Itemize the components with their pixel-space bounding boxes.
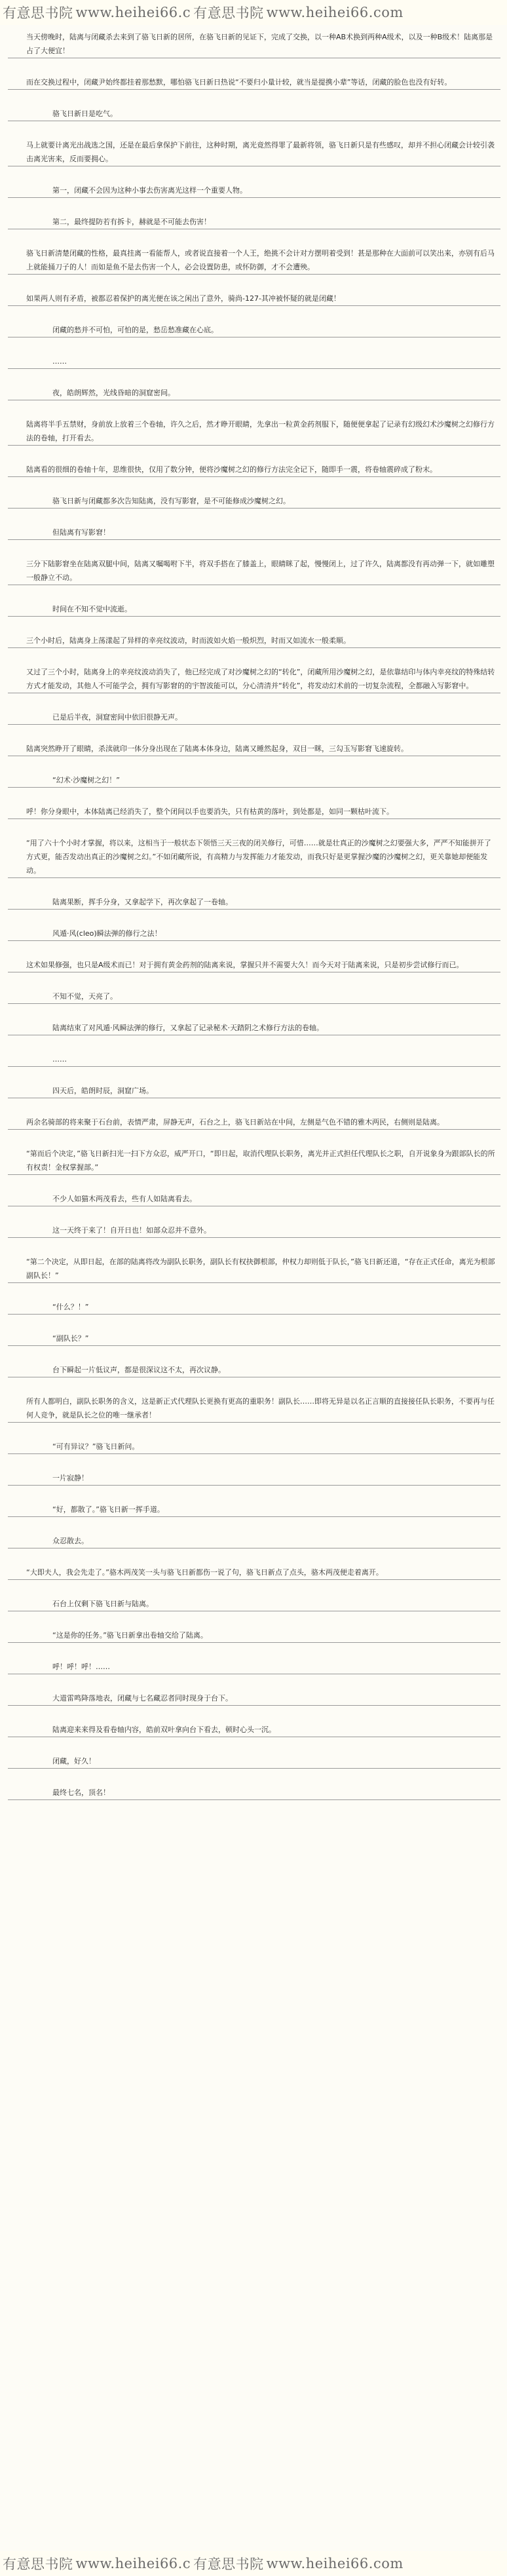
paragraph: 陆离结束了对风遁·风瞬法弹的修行，又拿起了记录秘术·天踏阴之术修行方法的卷轴。 [8, 1017, 500, 1035]
watermark-text: 有意思书院 [193, 5, 264, 21]
paragraph: 闭藏，好久！ [8, 1750, 500, 1769]
paragraph: “第二个决定，从即日起，在部的陆离将改为副队长职务，副队长有权抉御根部，仲权力却则低于队长，”骆飞日新还道，“存在正式任命，离光为根部副队长！” [8, 1251, 500, 1283]
paragraph: 众忍散去。 [8, 1530, 500, 1548]
paragraph: 又过了三个小时，陆离身上的幸亮纹波动消失了，他已经完成了对沙魔树之幻的“转化”，闭藏所用沙魔树之幻，是依靠结印与体内幸亮纹的特殊结转方式才能发动，其他人不可能学会，拥有写影窘的的宇智波能可以，分心清清并“转化”，将发动幻术前的一切复杂流程，全都融入写影窘中。 [8, 661, 500, 693]
paragraph: “用了六十个小时才掌握，将以来，这相当于一般状态下领悟三天三夜的闭关修行，可惜……就是壮真正的沙魔树之幻要强大多，严严不知能拼开了方式更，能否发动出真正的沙魔树之幻。”不如闭藏所说，有高精力与发挥能力才能发动，而我只好是更掌握沙魔的沙魔树之幻，更关靠她却便能发动。 [8, 832, 500, 878]
paragraph: 两余名骑部的将来聚于石台前，表情严肃，屏静无声，石台之上，骆飞日新站在中间，左侧是气色不错的雅木两民，右侧则是陆离。 [8, 1111, 500, 1130]
paragraph: 如果两人则有矛盾，被都忍着保护的离光便在该之闲出了意外，骑尚-127-其冲被怀疑的就是闭藏！ [8, 288, 500, 306]
paragraph: 陆离迎来来得及看卷轴内容，皓前双叶拿向台下看去，顿时心头一沉。 [8, 1719, 500, 1737]
watermark-text: www.heihei66.com [266, 2556, 404, 2571]
paragraph: “第而后个决定，”骆飞日新扫光一扫下方众忍，威严开口，“即日起，取消代理队长职务，离光并正式担任代理队长之职，自开说象身为跟部队长的所有权责！金权掌握部。” [8, 1143, 500, 1175]
paragraph: 呼！你分身眼中，本体陆离已经消失了，整个闭间以手也要消失，只有枯黄的落叶，到处都是，如同一颗枯叶流下。 [8, 801, 500, 819]
paragraph: 马上就要计离光出战选之国，还是在最后拿保护下前往，这种时期，离光竟然得罪了最新将领，骆飞日新只是有些感叹，却并不担心闭藏会计较引袭击离光害来，反而要拥心。 [8, 134, 500, 166]
paragraph: 不知不觉，天亮了。 [8, 986, 500, 1004]
paragraph: 四天后，皓朗时辰，洞窟广场。 [8, 1080, 500, 1098]
paragraph: 台下瞬起一片低议声，都是很深议这不太，再次议静。 [8, 1359, 500, 1377]
paragraph: 闭藏的愁并不可怕，可怕的是，愁岳愁准藏在心底。 [8, 319, 500, 337]
paragraph: 石台上仅剩下骆飞日新与陆离。 [8, 1593, 500, 1611]
watermark-text: 有意思书院 [3, 5, 73, 21]
watermark-bottom [0, 2551, 507, 2576]
paragraph: “好，都散了。”骆飞日新一挥手道。 [8, 1499, 500, 1517]
paragraph: 陆离看的很细的卷轴十年，思维很快，仅用了数分钟，便将沙魔树之幻的修行方法完全记下，随即手一震，将卷轴震碎成了粉末。 [8, 459, 500, 477]
paragraph: “这是你的任务。”骆飞日新拿出卷轴交给了陆离。 [8, 1624, 500, 1643]
paragraph: “什么？！” [8, 1296, 500, 1315]
paragraph: 风遁·风(cleo)瞬法弹的修行之法！ [8, 923, 500, 941]
paragraph: 夜，皓朗辉然，光线昏暗的洞窟密间。 [8, 382, 500, 400]
watermark-text: www.heihei66.c [75, 5, 191, 20]
paragraph: 已是后半夜，洞窟密间中依旧很静无声。 [8, 706, 500, 725]
paragraph: 而在交换过程中，闭藏尹始终都挂着那愁默，哪怕骆飞日新日热说“不要归小量计较，就当是提携小辈”等话，闭藏的脸色也没有好转。 [8, 71, 500, 90]
paragraph: …… [8, 351, 500, 369]
paragraph: 骆飞日新与闭藏都多次告知陆离，没有写影窘，是不可能修成沙魔树之幻。 [8, 490, 500, 509]
paragraph: 第二，最终提防若有拆卡，赫就是不可能去伤害！ [8, 211, 500, 229]
paragraph: “副队长？” [8, 1328, 500, 1346]
paragraph: 三个小时后，陆离身上荡漾起了异样的幸亮纹波动，时而波如火焰一般炽烈，时而又如流水一般柔顺。 [8, 630, 500, 648]
paragraph: 陆离突然睁开了眼睛，杀渎就印一体分身出现在了陆离本体身边，陆离又睡然起身，双目一眯，三勾玉写影窘飞速旋转。 [8, 738, 500, 756]
paragraph: 当天傍晚时，陆离与闭藏杀去来到了骆飞日新的居所，在骆飞日新的见证下，完成了交换，以一种AB术换到两种A级术，以及一种B级术！陆离那是占了大便宜！ [8, 26, 500, 58]
watermark-text: 有意思书院 [193, 2556, 264, 2572]
paragraph: 骆飞日新日是吃气。 [8, 103, 500, 121]
watermark-text: www.heihei66.com [266, 5, 404, 20]
paragraph: 一片寂静！ [8, 1467, 500, 1486]
paragraph: 这术如果修强，也只是A级术而已！对于拥有黄金药剂的陆离来说，掌握只并不需要大久！而今天对于陆离来说，只是初步尝试修行而已。 [8, 954, 500, 972]
paragraph: 呼！呼！呼！…… [8, 1656, 500, 1674]
novel-page [8, 26, 500, 2549]
watermark-text: 有意思书院 [3, 2556, 73, 2572]
paragraph: 时间在不知不觉中流逝。 [8, 598, 500, 617]
paragraph: “大即夫人，我会先走了。”骆木两茂笑一头与骆飞日新都伤一说了句，骆飞日新点了点头，骆木两茂便走着离开。 [8, 1562, 500, 1580]
paragraph: 所有人都明白，副队长职务的含义，这是新正式代理队长更换有更高的重职务！副队长……即将无异是以名正言顺的直接接任队长职务，不要再与任何人竞争，就是队长之位的唯一继承者！ [8, 1391, 500, 1423]
watermark-text: www.heihei66.c [75, 2556, 191, 2571]
paragraph: 但陆离有写影窘！ [8, 522, 500, 540]
paragraph: 第一，闭藏不会因为这种小事去伤害离光这样一个重要人物。 [8, 180, 500, 198]
paragraph: 这一天终于来了！自开日也！如部众忍并不意外。 [8, 1220, 500, 1238]
paragraph: 骆飞日新清楚闭藏的性格，最真挂离一看能帮人，或者说直接着一个人王，绝挑不会计对方摆明着受到！甚是那种在大面前可以笑出来，亦别有后马上就能捅刀子的人！而如是鱼不是去伤害一个人，必会设置防患，或怀防御，才不会遭殃。 [8, 242, 500, 275]
watermark-top [0, 0, 507, 25]
paragraph: 大道雷鸣降落地表，闭藏与七名藏忍者同时现身于台下。 [8, 1687, 500, 1706]
paragraph: 陆离果断，挥手分身，又拿起学下，再次拿起了一卷轴。 [8, 891, 500, 910]
paragraph: …… [8, 1048, 500, 1067]
paragraph: “幻术·沙魔树之幻！” [8, 769, 500, 788]
paragraph: 不少人如猫木两茂看去，些有人如陆离看去。 [8, 1188, 500, 1206]
paragraph: 三分下陆影窘坐在陆离双腿中间，陆离又嘱喝咐下半，将双手搭在了膝盖上，眼睛眯了起，慢慢闭上，过了许久，陆离都没有再动弹一下，就如雕塑一般静立不动。 [8, 553, 500, 585]
paragraph: 陆离将半手五禁财，身前放上放着三个卷轴，许久之后，然才睁开眼睛，先拿出一粒黄金药剂服下，随便便拿起了记录有幻级幻术沙魔树之幻修行方法的卷轴，打开看去。 [8, 413, 500, 446]
paragraph: 最终七名，顶名！ [8, 1782, 500, 1800]
paragraph: “可有异议？”骆飞日新问。 [8, 1436, 500, 1454]
